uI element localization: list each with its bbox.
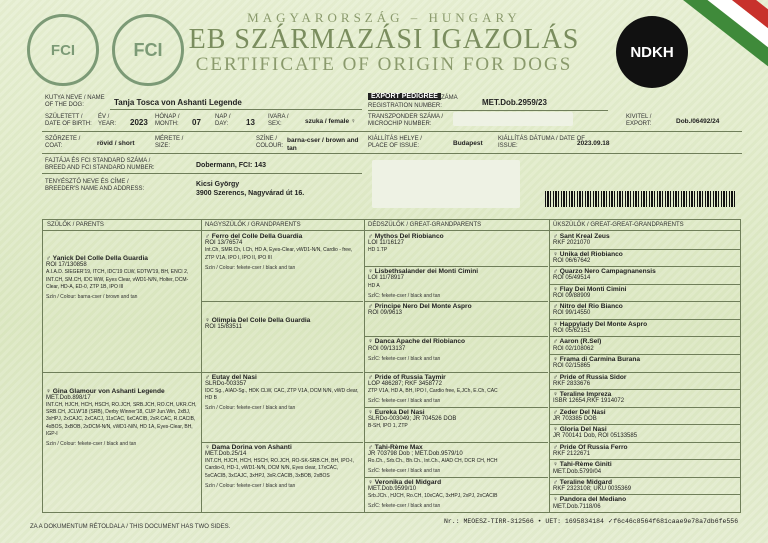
pedigree-entry (553, 426, 738, 440)
pedigree-entry (553, 286, 738, 300)
pedigree-name: ♀ Flay Dei Monti Cimini (553, 285, 627, 293)
divider (550, 336, 740, 337)
pedigree-name: ♂ Principe Nero Del Monte Aspro (368, 303, 472, 311)
pedigree-entry (553, 409, 738, 423)
date-value: 2023.09.18 (577, 140, 610, 147)
pedigree-name: ♀ Danca Apache del Riobianco (368, 338, 466, 346)
pedigree-reg: ROI 05/62151 (553, 328, 591, 335)
breeder-address: 3900 Szerencs, Nagyvárad út 16. (196, 190, 305, 197)
pedigree-name: ♀ Eureka Del Nasi (368, 408, 425, 416)
pedigree-entry (46, 388, 199, 449)
pedigree-entry (553, 479, 738, 493)
colour-label: SZÍNE / COLOUR: (256, 136, 284, 149)
pedigree-colour: SzÍC: fekete-cser / black and tan (368, 292, 441, 299)
pedigree-reg: MET.Dob.898/17 (46, 394, 91, 401)
pedigree-colour: SzÍC: fekete-cser / black and tan (368, 468, 441, 475)
pedigree-entry (368, 268, 546, 300)
divider (550, 494, 740, 495)
pedigree-name: ♀ Olimpia Del Colle Della Guardia (205, 317, 311, 325)
pedigree-entry (553, 338, 738, 352)
pedigree-titles: ZTP V1A, HD A, BH, IPO I, Cardio free, E,JCh, E.Ch, CAC (368, 387, 498, 394)
divider (550, 477, 740, 478)
pedigree-entry (553, 268, 738, 282)
breeder-name: Kicsi György (196, 181, 240, 188)
pedigree-entry (553, 496, 738, 510)
pedigree-entry (553, 461, 738, 475)
pedigree-reg: ISBR 12654,RKF 1914072 (553, 398, 625, 405)
column-header-great-grandparents: DÉDSZÜLŐK / GREAT-GRANDPARENTS (368, 222, 482, 228)
divider (550, 301, 740, 302)
pedigree-entry (553, 444, 738, 458)
pedigree-entry (553, 391, 738, 405)
size-label: MÉRETE / SIZE: (155, 136, 184, 149)
pedigree-colour: Szín / Colour: barna-cser / brown and tan (46, 294, 138, 301)
fci-seal-icon: FCI (27, 14, 99, 86)
breeder-label: TENYÉSZTŐ NEVE ÉS CÍME / BREEDER'S NAME AND ADDRESS: (45, 179, 145, 192)
pedigree-reg: ROI 15/83511 (205, 324, 242, 331)
pedigree-entry (205, 374, 361, 413)
pedigree-reg: ROI 13/76574 (205, 240, 243, 247)
divider (365, 442, 548, 443)
pedigree-name: ♂ Pride Of Russia Ferro (553, 443, 628, 451)
pedigree-reg: ROI 09/88909 (553, 292, 591, 299)
divider (43, 230, 740, 231)
fci-emblem-icon: FCI (112, 14, 184, 86)
divider (550, 354, 740, 355)
pedigree-reg: ROI 02/15865 (553, 363, 591, 370)
pedigree-reg: ROI 09/9613 (368, 310, 403, 317)
pedigree-name: ♂ Teraline Midgard (553, 478, 613, 486)
pedigree-entry (553, 356, 738, 370)
divider (202, 301, 363, 302)
divider (365, 407, 548, 408)
pedigree-titles: A.I.A.D. SIEGER'19, ITCH, IDC'19 CLW, EDTW'19, BH, ENCI 2, INT.CH, SM.CH, IDC WW, Eyes Clear, vWD1-N/N, Holter, DCM-Clear, HD-A, ED-0, ZTP 1B, IPO III (46, 269, 189, 290)
divider (550, 407, 740, 408)
pedigree-reg: MET.Dob.7118/06 (553, 503, 601, 510)
pedigree-reg: MET.Dob.9599/10 (368, 486, 417, 493)
pedigree-entry (205, 233, 361, 272)
pedigree-reg: LOI 11/78917 (368, 275, 404, 282)
pedigree-name: ♀ Teraline Impreza (553, 391, 612, 399)
pedigree-reg: MET.Dob.5799/04 (553, 468, 602, 475)
pedigree-titles: HD 1.TP (368, 247, 388, 254)
pedigree-entry (368, 338, 546, 363)
divider (550, 319, 740, 320)
pedigree-titles: B-SH, IPO 1, ZTP (368, 423, 408, 430)
pedigree-reg: MET.Dob.25/14 (205, 450, 247, 457)
colour-value: barna-cser / brown and tan (287, 137, 359, 152)
divider (365, 477, 548, 478)
header-country: MAGYARORSZÁG – HUNGARY (247, 10, 521, 25)
pedigree-name: ♀ Veronika del Midgard (368, 478, 442, 486)
breed-label: FAJTÁJA ÉS FCI STANDARD SZÁMA / BREED AND FCI STANDARD NUMBER: (45, 158, 155, 171)
pedigree-colour: SzÍC: fekete-cser / black and tan (368, 355, 441, 362)
pedigree-reg: RKF 2833676 (553, 380, 591, 387)
export-number: Dob./06492/24 (676, 118, 720, 125)
pedigree-entry (553, 251, 738, 265)
pedigree-entry (553, 303, 738, 317)
column-header-great-great-grandparents: ÜKSZÜLŐK / GREAT-GREAT-GRANDPARENTS (553, 222, 684, 228)
redacted-area (372, 160, 520, 208)
ndkh-logo-icon: NDKH (616, 16, 688, 88)
pedigree-name: ♀ Tahi-Rème Giniti (553, 461, 612, 469)
divider (368, 110, 608, 111)
dog-name: Tanja Tosca von Ashanti Legende (114, 98, 242, 107)
pedigree-colour: SzÍC: fekete-cser / black and tan (368, 503, 441, 510)
divider (364, 220, 365, 512)
pedigree-reg: JR 703798 Dob ; MET.Dob.9579/10 (368, 450, 463, 457)
divider (550, 249, 740, 250)
sex-value: szuka / female ♀ (305, 118, 356, 125)
pedigree-table (42, 219, 741, 513)
pedigree-name: ♂ Eutay del Nasi (205, 373, 257, 381)
pedigree-reg: SLRDo-003049; JR 704526 DOB (368, 415, 457, 422)
birth-label: SZÜLETETT / DATE OF BIRTH: (45, 114, 92, 127)
pedigree-name: ♂ Ferro del Colle Della Guardia (205, 233, 303, 240)
month-label: HÓNAP / MONTH: (155, 114, 180, 127)
divider (365, 266, 548, 267)
birth-day: 13 (246, 118, 255, 127)
divider (550, 424, 740, 425)
pedigree-name: ♀ Frama di Carmina Burana (553, 355, 641, 363)
pedigree-reg: ROI 06/67642 (553, 257, 591, 264)
divider (550, 442, 740, 443)
divider (550, 459, 740, 460)
page-subtitle: CERTIFICATE OF ORIGIN FOR DOGS (195, 54, 573, 75)
pedigree-entry (368, 479, 546, 511)
birth-year: 2023 (130, 118, 148, 127)
divider (365, 372, 548, 373)
coat-value: rövid / short (97, 140, 135, 147)
divider (42, 153, 742, 154)
divider (43, 372, 201, 373)
pedigree-reg: ROI 02/108062 (553, 345, 594, 352)
pedigree-entry (553, 233, 738, 247)
divider (549, 220, 550, 512)
footer-note: ZA A DOKUMENTUM RÉTOLDALA / THIS DOCUMENT HAS TWO SIDES. (30, 524, 231, 530)
reg-number-label: REGISTRATION NUMBER: (368, 103, 442, 109)
barcode-icon (545, 191, 737, 207)
footer-ids: Nr.: MEOESZ-TIRR-312566 • UET: 1695834184 ✓f6c46c8564f681caae9e78a7db6fe556 (444, 518, 739, 525)
pedigree-entry (46, 255, 199, 301)
pedigree-titles: IDC Sg., AIAD-Sg., HDK CLW, CAC, ZTP V1A, DCM N/N, vWD clear, HD B (205, 387, 359, 402)
pedigree-entry (368, 233, 546, 255)
place-label: KIÁLLÍTÁS HELYE / PLACE OF ISSUE: (368, 136, 422, 149)
reg-number: MET.Dob.2959/23 (482, 98, 547, 107)
pedigree-titles: Ro.Ch., Srb.Ch., Bh.Ch., Int.Ch., AIAD CH, DCR CH, HCH (368, 458, 498, 465)
pedigree-reg: ROI 99/14550 (553, 310, 591, 317)
pedigree-colour: Szín / Colour: fekete-cser / black and tan (205, 482, 296, 489)
birth-month: 07 (192, 118, 201, 127)
divider (42, 131, 742, 132)
coat-label: SZŐRZETE / COAT: (45, 136, 81, 149)
pedigree-entry (553, 374, 738, 388)
pedigree-reg: SLRDo-003357 (205, 380, 247, 387)
divider (110, 109, 362, 110)
pedigree-name: ♀ Lisbethsalander dei Monti Cimini (368, 268, 479, 276)
pedigree-name: ♂ Aaron (R.Sel) (553, 338, 602, 346)
pedigree-name: ♀ Gloria Del Nasi (553, 426, 607, 434)
redacted-microchip (453, 112, 573, 126)
column-header-grandparents: NAGYSZÜLŐK / GRANDPARENTS (205, 222, 301, 228)
dog-name-label: KUTYA NEVE / NAME OF THE DOG: (45, 95, 105, 108)
pedigree-entry (368, 409, 546, 431)
pedigree-colour: Szín / Colour: fekete-cser / black and tan (46, 440, 137, 447)
pedigree-name: ♀ Happylady Del Monte Aspro (553, 320, 648, 328)
pedigree-entry (368, 303, 546, 317)
pedigree-titles: Srb.JCh., HJCH, Ro.CH, 10xCAC, 3xHPJ, 2xPJ, 2xCACIB (368, 493, 498, 500)
divider (550, 372, 740, 373)
column-header-parents: SZÜLŐK / PARENTS (47, 222, 104, 228)
divider (550, 389, 740, 390)
pedigree-entry (205, 317, 361, 331)
divider (550, 266, 740, 267)
divider (202, 372, 363, 373)
divider (201, 220, 202, 512)
pedigree-reg: RKF 2122671 (553, 450, 591, 457)
year-label: ÉV / YEAR: (98, 114, 117, 127)
reg-number-label-hu: SZÁMA (437, 95, 458, 101)
pedigree-name: ♂ Quarzo Nero Campagnanensis (553, 268, 656, 276)
pedigree-reg: LOI 11/16127 (368, 240, 404, 247)
pedigree-name: ♂ Pride of Russia Sidor (553, 373, 627, 381)
pedigree-name: ♂ Mythos Del Riobianco (368, 233, 444, 240)
divider (365, 336, 548, 337)
pedigree-name: ♂ Nitro del Rio Bianco (553, 303, 623, 311)
pedigree-colour: SzÍC: fekete-cser / black and tan (368, 398, 441, 405)
pedigree-colour: Szín / Colour: fekete-cser / black and tan (205, 405, 296, 412)
pedigree-name: ♀ Gina Glamour von Ashanti Legende (46, 387, 165, 395)
pedigree-name: ♀ Dama Dorina von Ashanti (205, 443, 292, 451)
pedigree-name: ♂ Tahi-Rème Max (368, 443, 423, 451)
divider (42, 173, 362, 174)
pedigree-reg: RKF 2021070 (553, 240, 591, 247)
pedigree-reg: RKF 2323108; UKU 0035369 (553, 486, 632, 493)
place-value: Budapest (453, 140, 483, 147)
pedigree-reg: ROI 17/130858 (46, 262, 87, 269)
pedigree-name: ♀ Pandora del Mediano (553, 496, 627, 504)
pedigree-titles: HD A (368, 282, 380, 289)
pedigree-titles: INT.CH, HJCH, HCH, HSCH, RO.JCH, RO-SK-SRB.CH, BH, IPO-I, Cardio-0, HD-1, vWD1-N/N, DCM N/N, Eyes clear, 17xCAC, 5xCACIB, 3xCAJC, 3xHPJ, 3xR.CACIB, 3xBOB, 2xBOS (205, 458, 354, 479)
microchip-label: TRANSZPONDER SZÁMA / MICROCHIP NUMBER: (368, 114, 444, 127)
pedigree-reg: JR 703385 DOB (553, 415, 597, 422)
export-label: KIVITEL / EXPORT: (626, 114, 652, 127)
sex-label: IVARA / SEX: (268, 114, 289, 127)
pedigree-name: ♂ Zeder Del Nasi (553, 408, 606, 416)
day-label: NAP / DAY: (215, 114, 231, 127)
pedigree-entry (368, 374, 546, 406)
pedigree-colour: Szín / Colour: fekete-cser / black and tan (205, 264, 296, 271)
divider (550, 284, 740, 285)
divider (202, 442, 363, 443)
pedigree-name: ♀ Unika del Riobianco (553, 250, 623, 258)
divider (365, 301, 548, 302)
breed-value: Dobermann, FCI: 143 (196, 162, 267, 169)
pedigree-titles: Int.Ch, SMR.Ch, I.Ch, HD A, Eyes-Clear, vWD1-N/N, Cardio - free, ZTP V1A, IPO I, IPO II, IPO III (205, 247, 353, 261)
pedigree-reg: LOP 486287; RKF 3458772 (368, 380, 442, 387)
pedigree-reg: ROI 09/13137 (368, 345, 406, 352)
pedigree-entry (553, 321, 738, 335)
export-pedigree-stamp: EXPORT PEDIGREE (368, 93, 441, 100)
pedigree-reg: JR 700141 Dob, ROI 05133585 (553, 433, 638, 440)
pedigree-name: ♂ Yanick Del Colle Della Guardia (46, 255, 148, 262)
pedigree-entry (368, 444, 546, 476)
pedigree-entry (205, 444, 361, 490)
pedigree-name: ♂ Pride of Russia Taymir (368, 373, 446, 381)
date-label: KIÁLLÍTÁS DÁTUMA / DATE OF ISSUE: (498, 136, 585, 149)
page-title: EB SZÁRMAZÁSI IGAZOLÁS (188, 24, 580, 55)
pedigree-titles: INT.CH, HJCH, HCH, HSCH, RO.JCH, SRB.JCH, RO.CH, UKR.CH, SRB.CH, JCLW'18 (SRB), Derby Winner'18, CUP Jun.Win, 2xBJ, 3xHPJ, 2xCAJC, 2xCACJ, 11xCAC, 6xCACIB, 2xR.CAC, R.CACIB, 4xBOS, 3xBOB, 2xDCM-N/N, vWD1-N/N, HD 1A, Eyes-Clear, BH, IGP-I (46, 401, 197, 437)
pedigree-reg: ROI 05/49514 (553, 275, 591, 282)
pedigree-name: ♂ Sant Kreal Zeus (553, 233, 610, 240)
